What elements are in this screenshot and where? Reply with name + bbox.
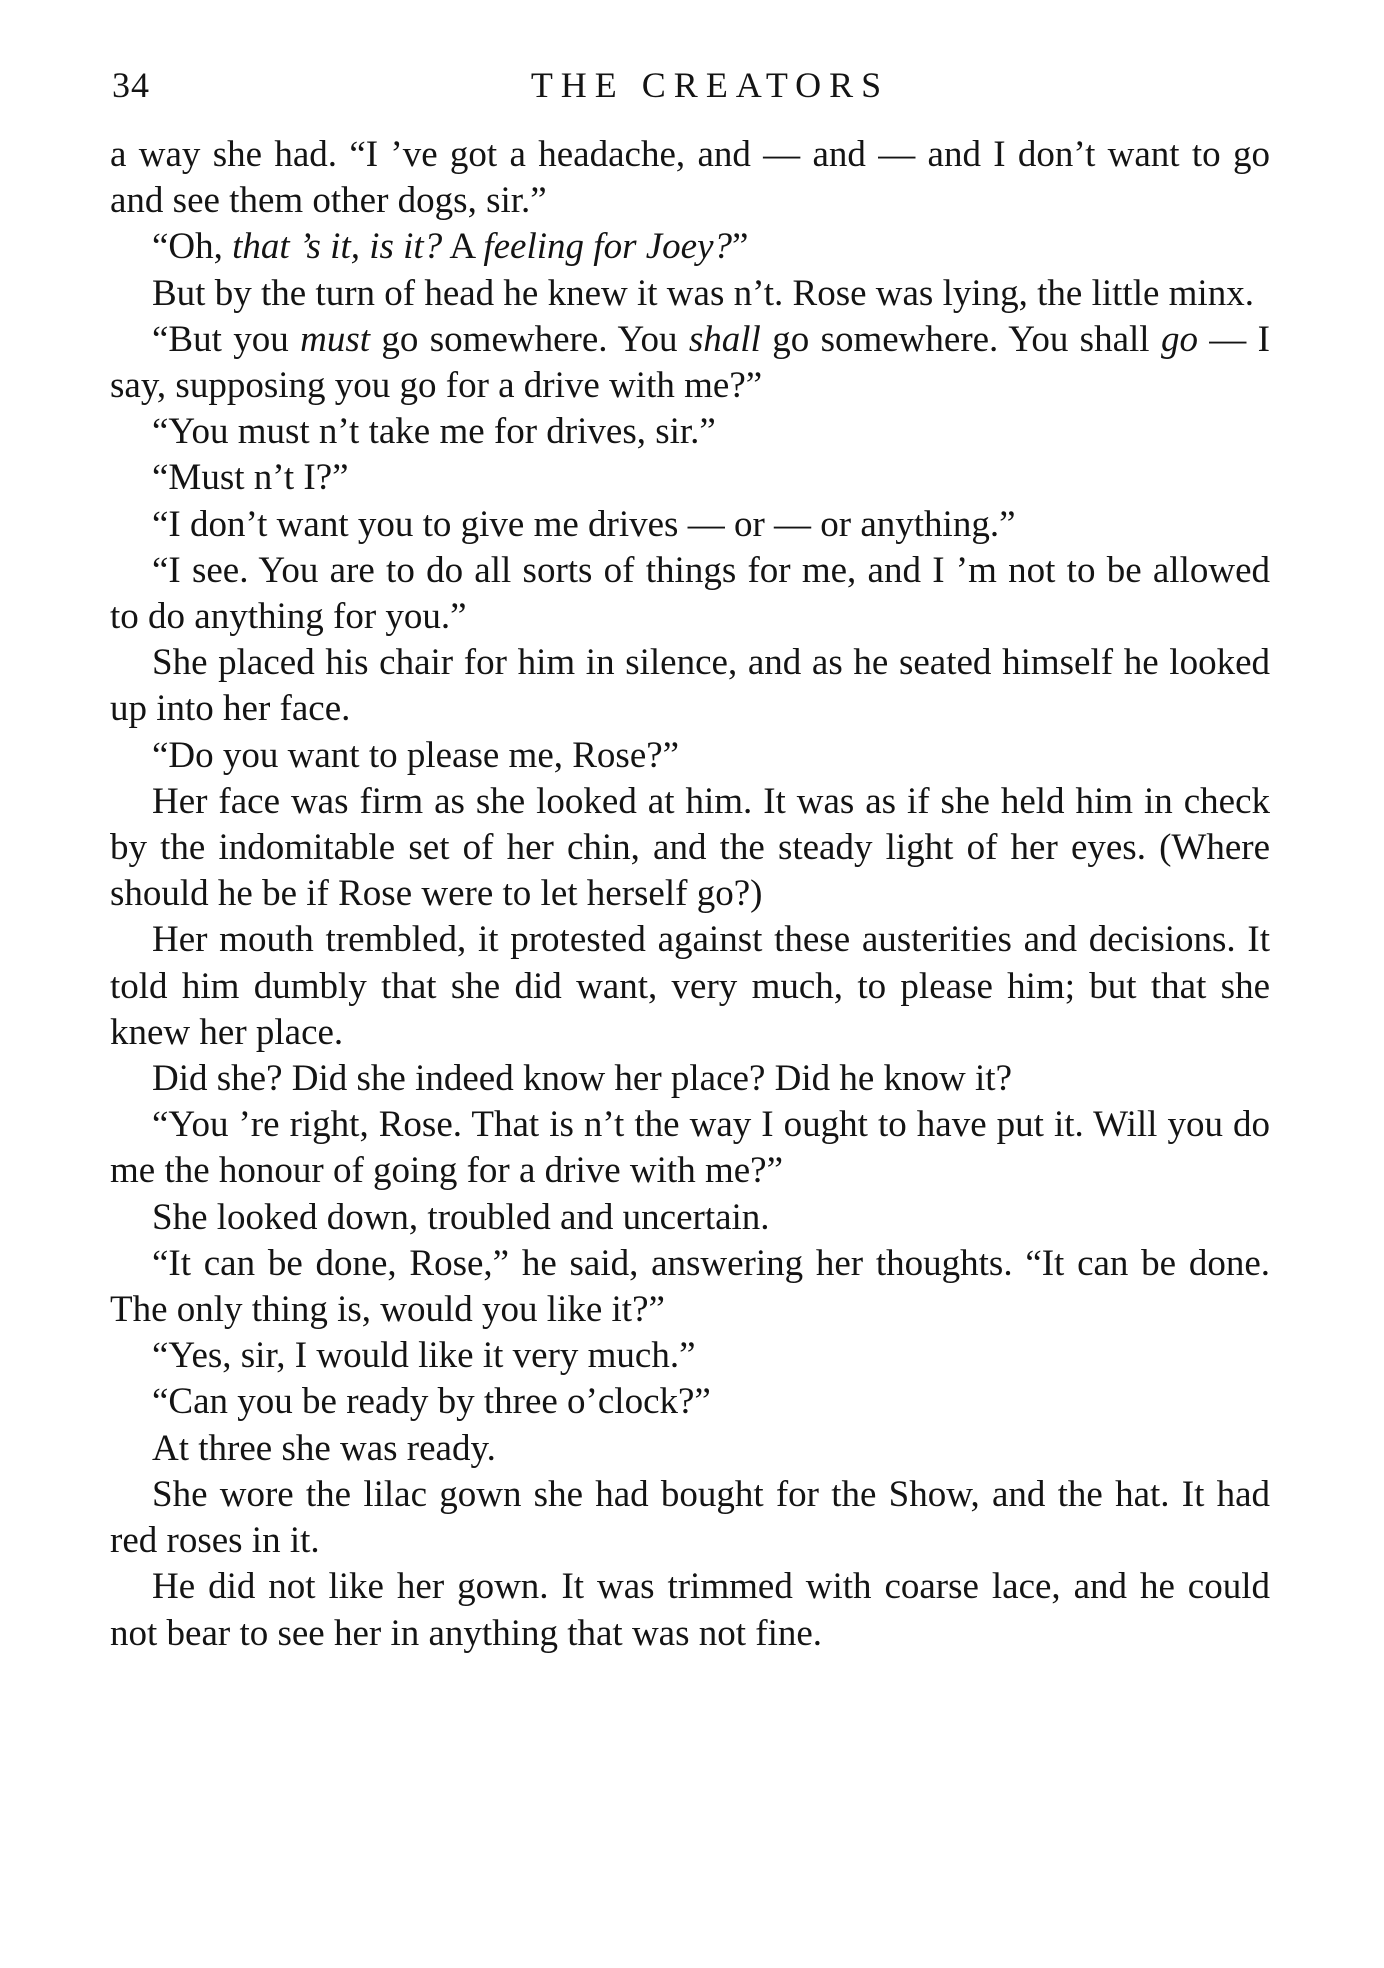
paragraph xyxy=(110,1102,1270,1194)
paragraph xyxy=(110,271,1270,317)
text-run: Her face was firm as she looked at him. It was as if she held him in check by the indomitable set of her chin, and the steady light of her eyes. (Where should he be if Rose were to let herself go?) xyxy=(110,780,1270,915)
running-title: THE CREATORS xyxy=(530,65,890,105)
text-run: She looked down, troubled and uncertain. xyxy=(152,1196,770,1238)
book-page xyxy=(110,60,1270,1657)
text-run: “You ’re right, Rose. That is n’t the way I ought to have put it. Will you do me the honour of going for a drive with me?” xyxy=(110,1104,1270,1192)
text-run: Did she? Did she indeed know her place? Did he know it? xyxy=(152,1058,1012,1100)
text-run: But by the turn of head he knew it was n’t. Rose was lying, the little minx. xyxy=(152,272,1254,314)
text-run: go somewhere. You shall xyxy=(760,318,1161,360)
italic-text: that ’s it, is it? xyxy=(232,226,443,268)
paragraph xyxy=(110,917,1270,1056)
text-run: “Can you be ready by three o’clock?” xyxy=(152,1381,711,1423)
paragraph xyxy=(110,640,1270,732)
paragraph xyxy=(110,132,1270,224)
text-run: At three she was ready. xyxy=(152,1427,496,1469)
text-run: “Do you want to please me, Rose?” xyxy=(152,734,680,776)
page-number: 34 xyxy=(112,65,150,105)
text-run: “I don’t want you to give me drives — or — or anything.” xyxy=(152,503,1016,545)
italic-text: go xyxy=(1160,318,1198,360)
text-run: “Must n’t I?” xyxy=(152,457,349,499)
italic-text: feeling for Joey? xyxy=(483,226,732,268)
paragraph xyxy=(110,1564,1270,1656)
text-run: She wore the lilac gown she had bought for the Show, and the hat. It had red roses in it. xyxy=(110,1473,1270,1562)
text-run: “Yes, sir, I would like it very much.” xyxy=(152,1335,696,1377)
running-header xyxy=(110,60,1270,120)
text-run: “Oh, xyxy=(152,226,233,268)
text-run: Her mouth trembled, it protested against these austerities and decisions. It told him dumbly that she did want, very much, to please him; but that she knew her place. xyxy=(110,919,1270,1053)
text-run: go somewhere. You xyxy=(370,318,689,360)
paragraph xyxy=(110,1472,1270,1564)
paragraph xyxy=(110,409,1270,455)
text-run: “I see. You are to do all sorts of things for me, and I ’m not to be allowed to do anything for you.” xyxy=(110,549,1270,638)
text-run: “It can be done, Rose,” he said, answering her thoughts. “It can be done. The only thing is, would you like it?” xyxy=(110,1242,1270,1331)
paragraph xyxy=(110,502,1270,548)
italic-text: must xyxy=(300,318,371,360)
paragraph xyxy=(110,317,1270,409)
paragraph xyxy=(110,733,1270,779)
paragraph xyxy=(110,224,1270,270)
paragraph xyxy=(110,1333,1270,1379)
text-run: “But you xyxy=(152,318,301,360)
paragraph xyxy=(110,548,1270,640)
paragraph xyxy=(110,1426,1270,1472)
italic-text: shall xyxy=(688,318,761,360)
paragraph xyxy=(110,1241,1270,1333)
text-run: a way she had. “I ’ve got a headache, and — and — and I don’t want to go and see them other dogs, sir.” xyxy=(110,134,1270,222)
paragraph xyxy=(110,1379,1270,1425)
paragraph xyxy=(110,779,1270,918)
text-run: “You must n’t take me for drives, sir.” xyxy=(152,411,716,453)
text-run: A xyxy=(442,226,484,268)
body-text xyxy=(110,132,1270,1657)
text-run: — I say, supposing you go for a drive with me?” xyxy=(110,318,1270,407)
text-run: She placed his chair for him in silence, and as he seated himself he looked up into her face. xyxy=(110,642,1270,730)
text-run: ” xyxy=(732,226,749,268)
paragraph xyxy=(110,455,1270,501)
text-run: He did not like her gown. It was trimmed with coarse lace, and he could not bear to see her in anything that was not fine. xyxy=(110,1566,1270,1654)
paragraph xyxy=(110,1056,1270,1102)
paragraph xyxy=(110,1195,1270,1241)
